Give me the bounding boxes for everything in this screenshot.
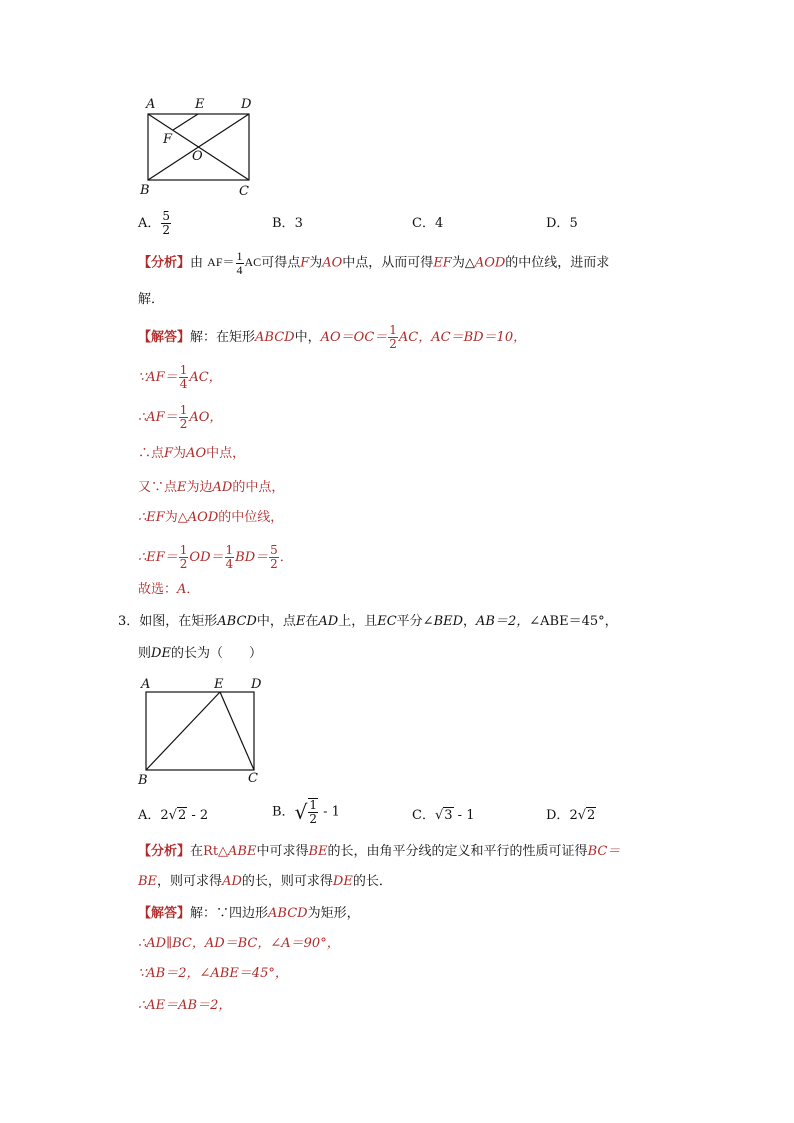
q3-answer-line1: 【解答】解：∵四边形ABCD为矩形，: [138, 906, 360, 921]
q2-answer-line1: 【解答】解：在矩形ABCD中，AO＝OC＝ $\frac{1}{2}$ AC，AC＝BD＝10，: [138, 323, 527, 351]
q2-option-d: D．5: [546, 216, 578, 231]
q3-answer-line2: ∴AD∥BC，AD＝BC，∠A＝90°，: [138, 936, 340, 951]
figure-rectangle-bisector: [134, 674, 266, 786]
q3-stem-line1: 3．如图，在矩形ABCD中，点E在AD上，且EC平分∠BED，AB＝2，∠ABE＝45°，: [118, 614, 618, 629]
label-b: B: [140, 183, 150, 198]
figure-rectangle-diagonals: [136, 94, 262, 200]
q2-answer-line5: 又∵点E为边AD的中点，: [138, 480, 285, 495]
segment-ec: [220, 692, 254, 770]
q3-option-d: D．2√2: [546, 808, 596, 823]
label-c: C: [239, 184, 249, 199]
q2-option-a: A． $\frac{5}{2}$: [138, 209, 171, 237]
q2-option-b: B．3: [272, 216, 303, 231]
q3-answer-line3: ∵AB＝2，∠ABE＝45°，: [138, 966, 288, 981]
rectangle-abcd: [146, 692, 254, 770]
q3-analysis-line2: BE，则可求得AD的长，则可求得DE的长．: [138, 874, 392, 889]
q3-option-a: A．2√2 - 2: [138, 808, 209, 823]
q2-answer-line3: ∴AF＝ $\frac{1}{2}$ AO，: [138, 403, 223, 431]
segment-ef: [173, 114, 198, 130]
label-e: E: [214, 677, 224, 692]
q3-option-b: B．√ $\frac{1}{2}$ - 1: [272, 798, 340, 826]
q3-option-c: C．√3 - 1: [412, 808, 475, 823]
segment-be: [146, 692, 220, 770]
q2-answer-line6: ∴EF为△AOD的中位线，: [138, 510, 284, 525]
label-d: D: [241, 97, 252, 112]
label-o: O: [192, 149, 203, 164]
q2-answer-line4: ∴点F为AO中点，: [138, 446, 246, 461]
fraction: $\frac{5}{2}$: [162, 209, 171, 237]
q2-answer-choice: 故选：A．: [138, 582, 200, 597]
q2-options: [138, 206, 638, 236]
q3-options: [138, 796, 658, 832]
segment-ec: [198, 114, 249, 180]
q2-analysis-line2: 解．: [138, 292, 165, 307]
label-c: C: [248, 771, 258, 786]
q2-analysis-line1: 【分析】由 AF＝ $\frac{1}{4}$ AC可得点F为AO中点，从而可得EF为△AOD的中位线，进而求: [138, 249, 610, 277]
q2-answer-line2: ∵AF＝ $\frac{1}{4}$ AC，: [138, 363, 222, 391]
q3-answer-line4: ∴AE＝AB＝2，: [138, 998, 232, 1013]
q2-answer-line7: ∴EF＝ $\frac{1}{2}$ OD＝ $\frac{1}{4}$ BD＝ $\frac{5}{2}$ ．: [138, 543, 293, 571]
label-f: F: [163, 132, 173, 147]
label-d: D: [251, 677, 262, 692]
label-e: E: [195, 97, 205, 112]
q3-analysis-line1: 【分析】在Rt△ABE中可求得BE的长，由角平分线的定义和平行的性质可证得BC＝: [138, 844, 621, 859]
label-a: A: [141, 677, 151, 692]
q2-option-c: C．4: [412, 216, 444, 231]
label-a: A: [146, 97, 156, 112]
q3-stem-line2: 则DE的长为（ ）: [138, 646, 262, 661]
label-b: B: [138, 773, 148, 786]
